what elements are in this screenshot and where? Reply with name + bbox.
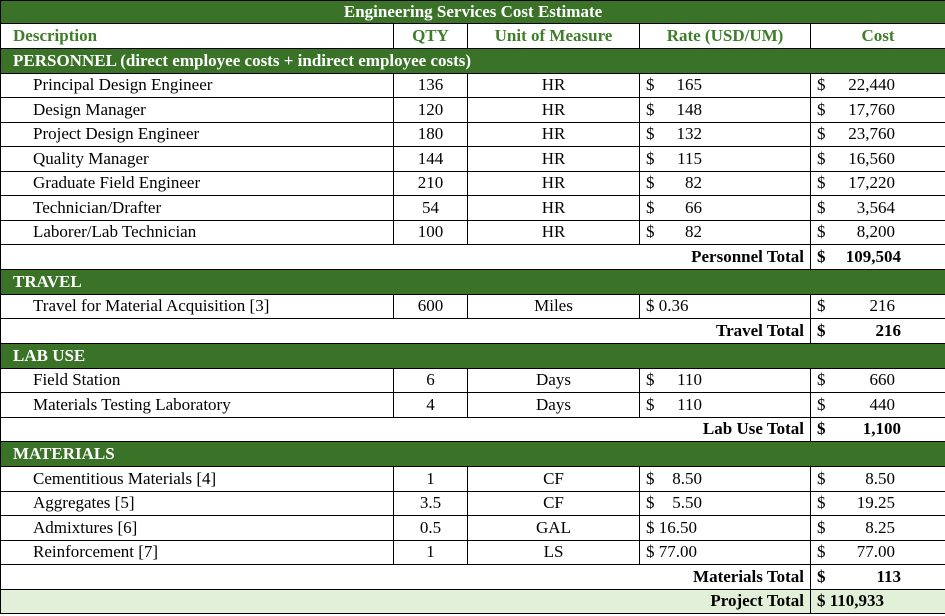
item-cost: 17,220 xyxy=(848,173,895,193)
rate-currency: $ xyxy=(646,468,655,488)
item-rate-cell xyxy=(640,196,811,221)
item-cost: 8,200 xyxy=(856,222,895,242)
header-cost: Cost xyxy=(811,24,945,49)
item-unit: Miles xyxy=(468,294,640,319)
item-cost-cell xyxy=(811,73,945,98)
table-row xyxy=(1,393,945,418)
item-cost-cell xyxy=(811,171,945,196)
item-rate: 82 xyxy=(685,173,702,193)
item-cost: 8.25 xyxy=(865,517,895,537)
item-rate-cell xyxy=(640,171,811,196)
section-header-row xyxy=(1,442,945,467)
item-rate: $ 77.00 xyxy=(646,542,697,562)
item-rate-cell xyxy=(640,467,811,492)
item-cost-cell xyxy=(811,196,945,221)
item-unit: HR xyxy=(468,98,640,123)
item-cost: 23,760 xyxy=(848,124,895,144)
item-cost: 22,440 xyxy=(848,75,895,95)
item-cost-cell xyxy=(811,368,945,393)
cost-currency: $ xyxy=(817,542,826,562)
cost-currency: $ xyxy=(817,468,826,488)
section-total-value: 109,504 xyxy=(845,246,901,266)
item-cost-cell xyxy=(811,98,945,123)
item-unit: HR xyxy=(468,147,640,172)
item-qty: 136 xyxy=(394,73,468,98)
item-unit: HR xyxy=(468,122,640,147)
item-qty: 0.5 xyxy=(394,516,468,541)
table-row xyxy=(1,220,945,245)
item-qty: 180 xyxy=(394,122,468,147)
section-header-row xyxy=(1,269,945,294)
item-rate-cell xyxy=(640,393,811,418)
item-description: Laborer/Lab Technician xyxy=(1,220,394,245)
section-total-cell xyxy=(811,319,945,344)
cost-currency: $ xyxy=(817,493,826,513)
item-qty: 120 xyxy=(394,98,468,123)
rate-currency: $ xyxy=(646,75,655,95)
item-unit: LS xyxy=(468,540,640,565)
item-rate-cell xyxy=(640,147,811,172)
cost-currency: $ xyxy=(817,75,826,95)
item-unit: HR xyxy=(468,196,640,221)
item-unit: CF xyxy=(468,491,640,516)
section-header-row xyxy=(1,343,945,368)
table-row xyxy=(1,196,945,221)
cost-currency: $ xyxy=(817,99,826,119)
item-cost: 8.50 xyxy=(865,468,895,488)
section-total-row xyxy=(1,319,945,344)
table-title: Engineering Services Cost Estimate xyxy=(1,1,945,24)
section-total-cell xyxy=(811,417,945,442)
item-unit: HR xyxy=(468,220,640,245)
item-qty: 1 xyxy=(394,467,468,492)
item-unit: GAL xyxy=(468,516,640,541)
section-title: TRAVEL xyxy=(1,269,945,294)
item-description: Technician/Drafter xyxy=(1,196,394,221)
item-description: Cementitious Materials [4] xyxy=(1,467,394,492)
item-rate: 148 xyxy=(676,99,702,119)
rate-currency: $ xyxy=(646,148,655,168)
table-row xyxy=(1,171,945,196)
cost-currency: $ xyxy=(817,517,826,537)
header-rate: Rate (USD/UM) xyxy=(640,24,811,49)
section-total-value: 216 xyxy=(875,320,901,340)
section-total-value: 1,100 xyxy=(862,419,901,439)
header-qty: QTY xyxy=(394,24,468,49)
item-qty: 3.5 xyxy=(394,491,468,516)
cost-currency: $ xyxy=(817,124,826,144)
rate-currency: $ xyxy=(646,99,655,119)
item-cost-cell xyxy=(811,393,945,418)
item-description: Principal Design Engineer xyxy=(1,73,394,98)
item-cost-cell xyxy=(811,516,945,541)
section-total-cell xyxy=(811,565,945,590)
item-rate: 5.50 xyxy=(672,493,702,513)
cost-currency: $ xyxy=(817,197,826,217)
grand-total-row xyxy=(1,589,945,614)
table-row xyxy=(1,73,945,98)
rate-currency: $ xyxy=(646,370,655,390)
item-rate: 82 xyxy=(685,222,702,242)
item-unit: Days xyxy=(468,368,640,393)
item-qty: 6 xyxy=(394,368,468,393)
item-description: Design Manager xyxy=(1,98,394,123)
cost-currency: $ xyxy=(817,296,826,316)
table-row xyxy=(1,294,945,319)
item-rate: 115 xyxy=(677,148,702,168)
rate-currency: $ xyxy=(646,222,655,242)
item-rate-cell xyxy=(640,491,811,516)
cost-currency: $ xyxy=(817,173,826,193)
rate-currency: $ xyxy=(646,394,655,414)
item-cost-cell xyxy=(811,220,945,245)
table-row xyxy=(1,516,945,541)
section-total-label: Personnel Total xyxy=(1,245,811,270)
item-cost: 440 xyxy=(869,394,895,414)
rate-currency: $ xyxy=(646,124,655,144)
item-cost-cell xyxy=(811,491,945,516)
item-rate-cell xyxy=(640,540,811,565)
total-currency: $ xyxy=(817,566,826,586)
item-unit: HR xyxy=(468,73,640,98)
item-cost: 16,560 xyxy=(848,148,895,168)
item-qty: 4 xyxy=(394,393,468,418)
table-row xyxy=(1,147,945,172)
item-unit: Days xyxy=(468,393,640,418)
item-cost: 77.00 xyxy=(856,542,895,562)
item-qty: 210 xyxy=(394,171,468,196)
item-description: Materials Testing Laboratory xyxy=(1,393,394,418)
rate-currency: $ xyxy=(646,493,655,513)
item-cost: 216 xyxy=(869,296,895,316)
column-header-row xyxy=(1,24,945,49)
header-description: Description xyxy=(1,24,394,49)
item-rate: 132 xyxy=(676,124,702,144)
section-header-row xyxy=(1,48,945,73)
item-cost-cell xyxy=(811,540,945,565)
rate-currency: $ xyxy=(646,197,655,217)
item-description: Field Station xyxy=(1,368,394,393)
item-rate-cell xyxy=(640,73,811,98)
item-description: Reinforcement [7] xyxy=(1,540,394,565)
grand-total-label: Project Total xyxy=(1,589,811,614)
item-rate-cell xyxy=(640,122,811,147)
cost-currency: $ xyxy=(817,394,826,414)
section-total-label: Travel Total xyxy=(1,319,811,344)
table-row xyxy=(1,98,945,123)
item-unit: CF xyxy=(468,467,640,492)
table-title-row xyxy=(1,1,945,24)
item-rate: 110 xyxy=(677,394,702,414)
cost-currency: $ xyxy=(817,148,826,168)
item-rate: 110 xyxy=(677,370,702,390)
table-row xyxy=(1,467,945,492)
item-description: Admixtures [6] xyxy=(1,516,394,541)
total-currency: $ xyxy=(817,320,826,340)
section-title: LAB USE xyxy=(1,343,945,368)
item-rate-cell xyxy=(640,98,811,123)
total-currency: $ xyxy=(817,419,826,439)
item-unit: HR xyxy=(468,171,640,196)
item-rate-cell xyxy=(640,368,811,393)
cost-currency: $ xyxy=(817,370,826,390)
section-total-row xyxy=(1,417,945,442)
rate-currency: $ xyxy=(646,173,655,193)
item-rate: $ 0.36 xyxy=(646,296,689,316)
section-total-row xyxy=(1,565,945,590)
item-cost-cell xyxy=(811,294,945,319)
item-cost: 17,760 xyxy=(848,99,895,119)
item-qty: 100 xyxy=(394,220,468,245)
item-qty: 600 xyxy=(394,294,468,319)
item-cost: 19.25 xyxy=(856,493,895,513)
item-rate-cell xyxy=(640,220,811,245)
section-title: MATERIALS xyxy=(1,442,945,467)
item-rate-cell xyxy=(640,294,811,319)
section-title: PERSONNEL (direct employee costs + indirect employee costs) xyxy=(1,48,945,73)
item-rate: 8.50 xyxy=(672,468,702,488)
table-row xyxy=(1,122,945,147)
section-total-cell xyxy=(811,245,945,270)
header-unit: Unit of Measure xyxy=(468,24,640,49)
section-total-label: Lab Use Total xyxy=(1,417,811,442)
grand-total-value: $ 110,933 xyxy=(811,589,945,614)
table-row xyxy=(1,491,945,516)
cost-currency: $ xyxy=(817,222,826,242)
total-currency: $ xyxy=(817,246,826,266)
item-rate-cell xyxy=(640,516,811,541)
item-description: Graduate Field Engineer xyxy=(1,171,394,196)
item-rate: 66 xyxy=(685,197,702,217)
item-description: Aggregates [5] xyxy=(1,491,394,516)
item-qty: 144 xyxy=(394,147,468,172)
item-cost-cell xyxy=(811,122,945,147)
item-qty: 54 xyxy=(394,196,468,221)
section-total-row xyxy=(1,245,945,270)
item-rate: $ 16.50 xyxy=(646,517,697,537)
section-total-label: Materials Total xyxy=(1,565,811,590)
item-cost: 660 xyxy=(869,370,895,390)
item-description: Quality Manager xyxy=(1,147,394,172)
item-description: Project Design Engineer xyxy=(1,122,394,147)
item-cost: 3,564 xyxy=(856,197,895,217)
item-rate: 165 xyxy=(676,75,702,95)
item-description: Travel for Material Acquisition [3] xyxy=(1,294,394,319)
table-row xyxy=(1,540,945,565)
item-cost-cell xyxy=(811,467,945,492)
item-qty: 1 xyxy=(394,540,468,565)
section-total-value: 113 xyxy=(876,566,901,586)
table-row xyxy=(1,368,945,393)
item-cost-cell xyxy=(811,147,945,172)
